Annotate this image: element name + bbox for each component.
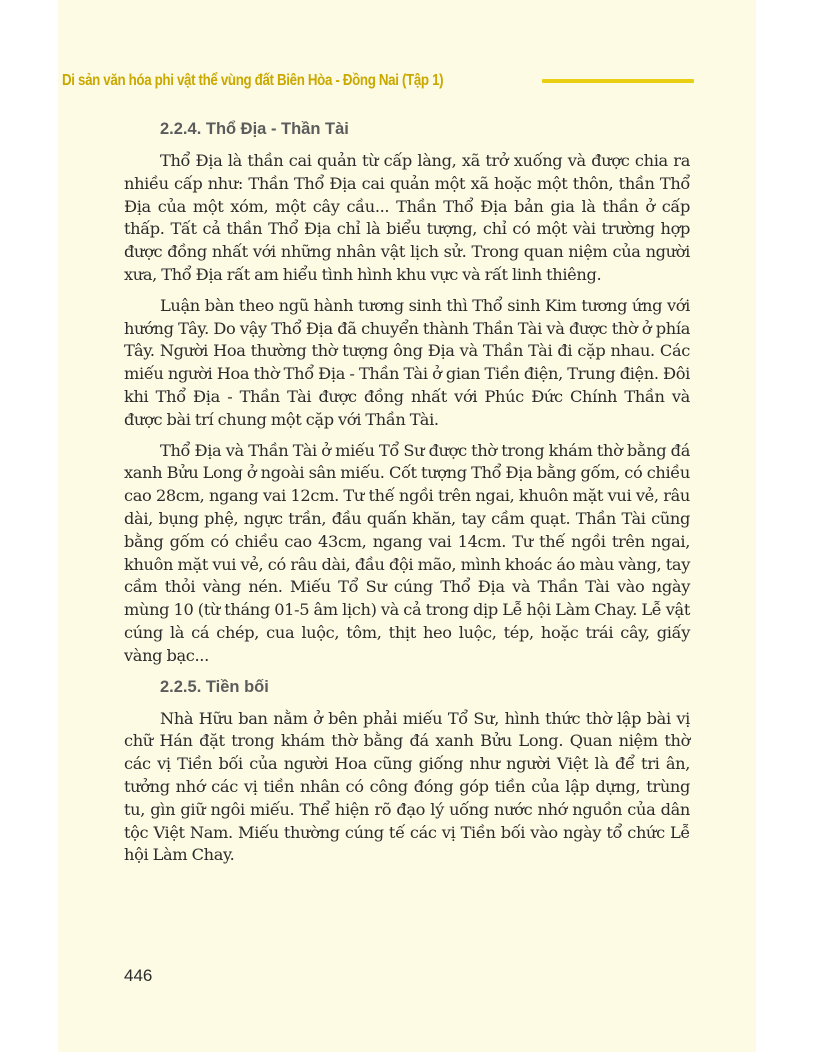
section-heading-tho-dia-than-tai: 2.2.4. Thổ Địa - Thần Tài [160,120,349,138]
paragraph: Luận bàn theo ngũ hành tương sinh thì Thổ sinh Kim tương ứng với hướng Tây. Do vậy Thổ Địa đã chuyển thành Thần Tài và được thờ ở phía Tây. Người Hoa thường thờ tượng ông Địa và Thần Tài đi cặp nhau. Các miếu người Hoa thờ Thổ Địa - Thần Tài ở gian Tiền điện, Trung điện. Đôi khi Thổ Địa - Thần Tài được đồng nhất với Phúc Đức Chính Thần và được bài trí chung một cặp với Thần Tài. [124,295,690,429]
header-rule [542,79,694,83]
page-content [124,118,690,875]
page-number: 446 [124,966,153,985]
paragraph: Thổ Địa là thần cai quản từ cấp làng, xã trở xuống và được chia ra nhiều cấp như: Thần Thổ Địa cai quản một xã hoặc một thôn, thần Thổ Địa của một xóm, một cây cầu... Thần Thổ Địa bản gia là thần ở cấp thấp. Tất cả thần Thổ Địa chỉ là biểu tượng, chỉ có một vài trường hợp được đồng nhất với những nhân vật lịch sử. Trong quan niệm của người xưa, Thổ Địa rất am hiểu tình hình khu vực và rất linh thiêng. [124,151,690,284]
paragraph: Nhà Hữu ban nằm ở bên phải miếu Tổ Sư, hình thức thờ lập bài vị chữ Hán đặt trong khám thờ bằng đá xanh Bửu Long. Quan niệm thờ các vị Tiền bối của người Hoa cũng giống như người Việt là để tri ân, tưởng nhớ các vị tiền nhân có công đóng góp tiền của lập dựng, trùng tu, gìn giữ ngôi miếu. Thể hiện rõ đạo lý uống nước nhớ nguồn của dân tộc Việt Nam. Miếu thường cúng tế các vị Tiền bối vào ngày tổ chức Lễ hội Làm Chay. [124,708,690,865]
book-page [58,0,756,1052]
section-heading-tien-boi: 2.2.5. Tiền bối [160,677,269,696]
running-header [62,68,752,94]
paragraph: Thổ Địa và Thần Tài ở miếu Tổ Sư được thờ trong khám thờ bằng đá xanh Bửu Long ở ngoài sân miếu. Cốt tượng Thổ Địa bằng gốm, có chiều cao 28cm, ngang vai 12cm. Tư thế ngồi trên ngai, khuôn mặt vui vẻ, râu dài, bụng phệ, ngực trần, đầu quấn khăn, tay cầm quạt. Thần Tài cũng bằng gốm có chiều cao 43cm, ngang vai 14cm. Tư thế ngồi trên ngai, khuôn mặt vui vẻ, có râu dài, đầu đội mão, mình khoác áo màu vàng, tay cầm thỏi vàng nén. Miếu Tổ Sư cúng Thổ Địa và Thần Tài vào ngày mùng 10 (từ tháng 01-5 âm lịch) và cả trong dịp Lễ hội Làm Chay. Lễ vật cúng là cá chép, cua luộc, tôm, thịt heo luộc, tép, hoặc trái cây, giấy vàng bạc... [124,440,690,665]
book-title: Di sản văn hóa phi vật thể vùng đất Biên Hòa - Đồng Nai (Tập 1) [62,72,444,89]
